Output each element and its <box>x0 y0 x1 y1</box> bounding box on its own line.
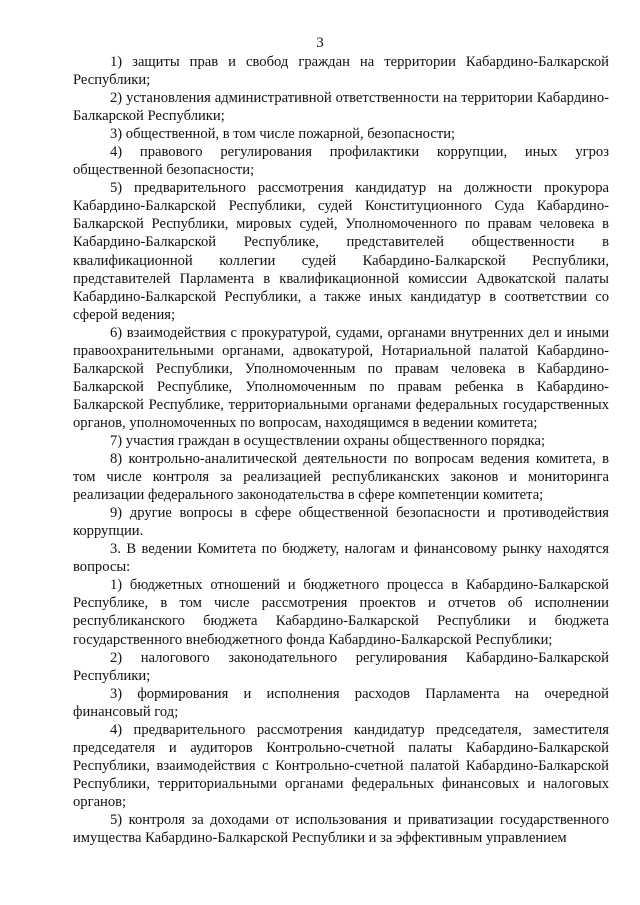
paragraph-7: 7) участия граждан в осуществлении охраны общественного порядка; <box>110 432 546 449</box>
paragraph-14: 4) предварительного рассмотрения кандидатур председателя, заместителя председателя и аудиторов Контрольно-счетной палаты Кабардино-Балкарской Республики, взаимодействия с Контрольно-счетной палатой Кабардино-Балкарской Республики, территориальными органами федеральных финансовых и налоговых органов; <box>73 721 609 810</box>
paragraph-1: 1) защиты прав и свобод граждан на территории Кабардино-Балкарской Республики; <box>73 54 609 89</box>
paragraph-2: 2) установления административной ответственности на территории Кабардино-Балкарской Республики; <box>73 90 609 125</box>
paragraph-3: 3) общественной, в том числе пожарной, безопасности; <box>110 126 456 143</box>
paragraph-12: 2) налогового законодательного регулирования Кабардино-Балкарской Республики; <box>73 649 609 684</box>
paragraph-4: 4) правового регулирования профилактики коррупции, иных угроз общественной безопасности; <box>73 144 609 179</box>
page-number: 3 <box>316 35 324 51</box>
paragraph-6: 6) взаимодействия с прокуратурой, судами, органами внутренних дел и иными правоохранительными органами, адвокатурой, Нотариальной палатой Кабардино-Балкарской Республики, Уполномоченным по правам человека в Кабардино-Балкарской Республике, Уполномоченным по правам ребенка в Кабардино-Балкарской Республике, территориальными органами федеральных государственных органов, уполномоченных по вопросам, находящимся в ведении комитета; <box>73 324 609 431</box>
paragraph-15: 5) контроля за доходами от использования и приватизации государственного имущества Кабардино-Балкарской Республики и за эффективным управлением <box>73 811 609 847</box>
paragraph-5: 5) предварительного рассмотрения кандидатур на должности прокурора Кабардино-Балкарской Республики, судей Конституционного Суда Кабардино-Балкарской Республики, мировых судей, Уполномоченного по правам человека в Кабардино-Балкарской Республике, представителей общественности в квалификационной коллегии судей Кабардино-Балкарской Республики, представителей Парламента в квалификационной комиссии Адвокатской палаты Кабардино-Балкарской Республики, а также иных кандидатур в соответствии со сферой ведения; <box>73 180 609 323</box>
paragraph-11: 1) бюджетных отношений и бюджетного процесса в Кабардино-Балкарской Республике, в том числе рассмотрения проектов и отчетов об исполнении республиканского бюджета Кабардино-Балкарской Республики и бюджета государственного внебюджетного фонда Кабардино-Балкарской Республики; <box>73 577 609 648</box>
document-body <box>73 53 609 847</box>
paragraph-13: 3) формирования и исполнения расходов Парламента на очередной финансовый год; <box>73 685 609 720</box>
paragraph-10: 3. В ведении Комитета по бюджету, налогам и финансовому рынку находятся вопросы: <box>73 541 609 576</box>
paragraph-9: 9) другие вопросы в сфере общественной безопасности и противодействия коррупции. <box>73 505 609 540</box>
paragraph-8: 8) контрольно-аналитической деятельности по вопросам ведения комитета, в том числе контроля за реализацией республиканских законов и мониторинга реализации федерального законодательства в сфере компетенции комитета; <box>73 451 609 504</box>
